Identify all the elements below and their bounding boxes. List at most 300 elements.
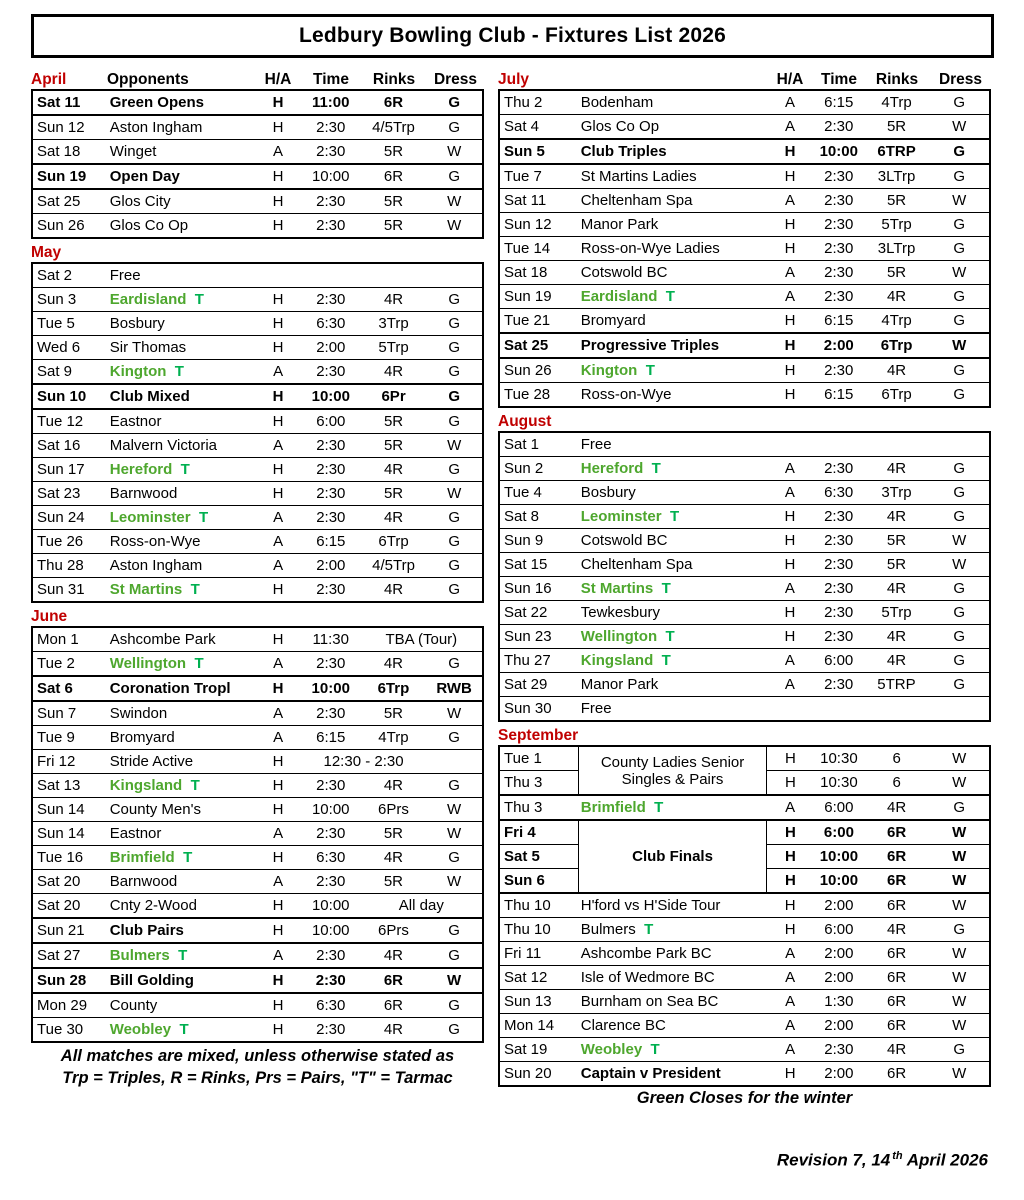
- rinks-cell: 4Trp: [864, 309, 930, 334]
- time-cell: [814, 697, 864, 722]
- dress-cell: W: [929, 746, 990, 771]
- rinks-cell: 5R: [864, 553, 930, 577]
- home-away-cell: A: [766, 577, 814, 601]
- dress-cell: G: [426, 384, 483, 409]
- month-label: September: [498, 727, 579, 744]
- date-cell: Sat 12: [499, 966, 579, 990]
- time-cell: 10:00: [814, 869, 864, 894]
- opponent-name: Green Opens: [109, 94, 204, 111]
- dress-cell: G: [929, 285, 990, 309]
- dress-cell: W: [426, 214, 483, 239]
- revision-suffix: April 2026: [902, 1150, 988, 1170]
- fixture-row: [32, 164, 483, 189]
- time-cell: 10:30: [814, 746, 864, 771]
- dress-cell: [426, 263, 483, 288]
- date-cell: Tue 12: [32, 409, 108, 434]
- tarmac-flag: T: [669, 508, 680, 525]
- dress-cell: G: [426, 918, 483, 943]
- home-away-cell: H: [255, 774, 301, 798]
- home-away-cell: A: [766, 1038, 814, 1062]
- home-away-cell: A: [766, 1014, 814, 1038]
- rinks-cell: 5R: [361, 870, 427, 894]
- date-cell: Sun 6: [499, 869, 579, 894]
- time-cell: 2:30: [814, 601, 864, 625]
- home-away-cell: [766, 697, 814, 722]
- time-cell: 10:00: [301, 676, 361, 701]
- dress-cell: W: [426, 822, 483, 846]
- opponent-name: Bromyard: [109, 729, 175, 746]
- date-cell: Fri 4: [499, 820, 579, 845]
- dress-cell: W: [929, 189, 990, 213]
- time-cell: 2:30: [814, 237, 864, 261]
- fixture-row: [499, 189, 990, 213]
- time-cell: 2:00: [301, 336, 361, 360]
- home-away-cell: H: [766, 164, 814, 189]
- dress-cell: W: [426, 189, 483, 214]
- fixture-row: [32, 627, 483, 652]
- time-cell: 2:30: [814, 261, 864, 285]
- opponent-name: Sir Thomas: [109, 339, 187, 356]
- opponent-name: Free: [580, 700, 612, 717]
- date-cell: Sun 5: [499, 139, 579, 164]
- time-cell: 11:00: [301, 90, 361, 115]
- dress-cell: W: [426, 968, 483, 993]
- opponent-cell: [579, 918, 767, 942]
- time-cell: 2:30: [814, 577, 864, 601]
- home-away-cell: A: [766, 457, 814, 481]
- dress-cell: G: [426, 943, 483, 968]
- date-cell: Tue 9: [32, 726, 108, 750]
- time-cell: 2:30: [814, 358, 864, 383]
- home-away-cell: H: [255, 115, 301, 140]
- rinks-cell: 4/5Trp: [361, 554, 427, 578]
- home-away-cell: A: [766, 990, 814, 1014]
- opponent-cell: [108, 627, 256, 652]
- month-header-row: [31, 603, 484, 626]
- opponent-cell: [108, 530, 256, 554]
- rinks-cell: 5R: [361, 140, 427, 165]
- dress-cell: W: [929, 1062, 990, 1087]
- opponent-name: Aston Ingham: [109, 119, 203, 136]
- home-away-cell: A: [255, 943, 301, 968]
- opponent-cell: [108, 701, 256, 726]
- time-cell: 2:30: [301, 822, 361, 846]
- date-cell: Thu 2: [499, 90, 579, 115]
- home-away-cell: A: [255, 434, 301, 458]
- opponent-name: Kington: [580, 362, 638, 379]
- home-away-cell: H: [255, 676, 301, 701]
- tarmac-flag: T: [178, 947, 188, 964]
- opponent-cell: [579, 164, 766, 189]
- date-cell: Tue 30: [32, 1018, 108, 1043]
- rinks-cell: 6Trp: [864, 333, 930, 358]
- home-away-cell: H: [766, 553, 814, 577]
- fixture-row: [499, 1038, 990, 1062]
- fixture-row: [499, 649, 990, 673]
- home-away-cell: H: [766, 505, 814, 529]
- fixture-row: [32, 676, 483, 701]
- date-cell: Sat 13: [32, 774, 108, 798]
- date-cell: Sat 16: [32, 434, 108, 458]
- date-cell: Sun 30: [499, 697, 579, 722]
- date-cell: Sat 11: [499, 189, 579, 213]
- opponent-cell: [579, 746, 767, 795]
- home-away-cell: H: [766, 529, 814, 553]
- home-away-cell: A: [766, 942, 814, 966]
- home-away-cell: H: [255, 894, 301, 919]
- home-away-cell: H: [255, 968, 301, 993]
- time-cell: 6:15: [814, 383, 864, 408]
- fixture-row: [32, 701, 483, 726]
- fixture-row: [499, 505, 990, 529]
- rinks-cell: 6R: [864, 893, 930, 918]
- fixture-row: [499, 213, 990, 237]
- opponent-cell: [108, 943, 256, 968]
- fixture-row: [499, 164, 990, 189]
- time-cell: 2:30: [301, 115, 361, 140]
- opponent-cell: [108, 750, 256, 774]
- opponent-cell: [579, 577, 766, 601]
- fixture-row: [499, 990, 990, 1014]
- column-right: [498, 66, 991, 1108]
- month-header-row: [498, 722, 991, 745]
- rinks-cell: 5Trp: [361, 336, 427, 360]
- fixture-row: [499, 625, 990, 649]
- time-cell: [814, 432, 864, 457]
- opponent-name: Brimfield: [109, 849, 175, 866]
- dress-cell: W: [426, 870, 483, 894]
- dress-cell: G: [929, 90, 990, 115]
- opponent-cell: [579, 820, 767, 893]
- date-cell: Sun 24: [32, 506, 108, 530]
- fixture-row: [499, 673, 990, 697]
- date-cell: Thu 27: [499, 649, 579, 673]
- opponent-name: Leominster: [580, 508, 662, 525]
- time-cell: 2:30: [301, 189, 361, 214]
- opponent-name: H'ford vs H'Side Tour: [580, 897, 721, 914]
- fixture-row: [499, 457, 990, 481]
- date-cell: Tue 7: [499, 164, 579, 189]
- opponent-name: Glos Co Op: [580, 118, 660, 135]
- fixture-row: [499, 820, 990, 845]
- time-cell: 10:00: [301, 798, 361, 822]
- time-cell: 2:30: [301, 578, 361, 603]
- dress-cell: G: [929, 577, 990, 601]
- date-cell: Sat 25: [32, 189, 108, 214]
- time-cell: 2:30: [301, 458, 361, 482]
- time-cell: 6:00: [814, 795, 864, 820]
- tarmac-flag: T: [665, 288, 675, 305]
- time-cell: 2:00: [301, 554, 361, 578]
- tarmac-flag: T: [665, 628, 675, 645]
- opponent-cell: [579, 237, 766, 261]
- opponent-name: Eardisland: [109, 291, 187, 308]
- fixture-row: [32, 993, 483, 1018]
- time-cell: 6:30: [814, 481, 864, 505]
- time-cell: 2:30: [301, 870, 361, 894]
- dress-cell: G: [426, 726, 483, 750]
- dress-cell: W: [929, 966, 990, 990]
- opponent-name: Kington: [109, 363, 167, 380]
- fixture-row: [499, 481, 990, 505]
- opponent-cell: [579, 139, 766, 164]
- opponent-name: Hereford: [580, 460, 644, 477]
- time-cell: 2:00: [814, 893, 864, 918]
- tarmac-flag: T: [651, 460, 661, 477]
- date-cell: Sun 19: [32, 164, 108, 189]
- opponent-name: Bromyard: [580, 312, 646, 329]
- opponent-name: Leominster: [109, 509, 191, 526]
- date-cell: Sat 15: [499, 553, 579, 577]
- fixture-row: [32, 798, 483, 822]
- rinks-cell: 6Prs: [361, 798, 427, 822]
- rinks-cell: 4R: [361, 774, 427, 798]
- fixture-row: [499, 333, 990, 358]
- dress-cell: G: [426, 115, 483, 140]
- dress-cell: RWB: [426, 676, 483, 701]
- opponent-name: Free: [580, 436, 612, 453]
- opponent-cell: [579, 649, 766, 673]
- time-cell: 2:30: [814, 505, 864, 529]
- fixture-row: [32, 482, 483, 506]
- tarmac-flag: T: [190, 581, 200, 598]
- fixture-row: [499, 237, 990, 261]
- opponent-name: Bulmers: [109, 947, 170, 964]
- date-cell: Sat 18: [32, 140, 108, 165]
- opponent-name: Bulmers: [580, 921, 636, 938]
- date-cell: Sun 26: [499, 358, 579, 383]
- home-away-cell: [255, 263, 301, 288]
- opponent-name: Club Pairs: [109, 922, 184, 939]
- home-away-cell: H: [766, 237, 814, 261]
- fixture-row: [499, 90, 990, 115]
- home-away-cell: H: [766, 1062, 814, 1087]
- dress-cell: W: [929, 771, 990, 796]
- tarmac-flag: T: [650, 1041, 660, 1058]
- opponent-name: Ross-on-Wye Ladies: [580, 240, 720, 257]
- rinks-cell: 4R: [361, 360, 427, 385]
- opponent-name: County Men's: [109, 801, 201, 818]
- opponent-cell: [579, 261, 766, 285]
- fixture-row: [32, 90, 483, 115]
- opponent-cell: [108, 434, 256, 458]
- date-cell: Fri 11: [499, 942, 579, 966]
- fixture-row: [32, 288, 483, 312]
- date-cell: Sun 12: [499, 213, 579, 237]
- fixture-row: [32, 652, 483, 677]
- fixtures-table-april: [31, 89, 484, 239]
- time-cell: 2:30: [301, 701, 361, 726]
- opponent-cell: [579, 457, 766, 481]
- month-label: August: [498, 413, 552, 430]
- tarmac-flag: T: [645, 362, 655, 379]
- time-cell: 1:30: [814, 990, 864, 1014]
- opponent-cell: [108, 288, 256, 312]
- dress-cell: G: [929, 481, 990, 505]
- fixture-row: [499, 115, 990, 140]
- opponent-name: Kingsland: [580, 652, 654, 669]
- date-cell: Sun 2: [499, 457, 579, 481]
- opponent-name: Ashcombe Park: [109, 631, 216, 648]
- opponent-name: Malvern Victoria: [109, 437, 218, 454]
- rinks-cell: 4R: [864, 795, 930, 820]
- column-header: Dress: [433, 71, 478, 88]
- date-cell: Tue 4: [499, 481, 579, 505]
- time-cell: 2:00: [814, 333, 864, 358]
- rinks-cell: 5R: [864, 261, 930, 285]
- rinks-cell: 6R: [864, 1014, 930, 1038]
- date-cell: Sat 2: [32, 263, 108, 288]
- dress-cell: W: [929, 1014, 990, 1038]
- date-cell: Mon 1: [32, 627, 108, 652]
- opponent-name: Open Day: [109, 168, 180, 185]
- time-cell: 2:30: [814, 189, 864, 213]
- opponent-cell: [108, 312, 256, 336]
- opponent-name: Hereford: [109, 461, 173, 478]
- home-away-cell: H: [766, 358, 814, 383]
- time-cell: 6:15: [301, 530, 361, 554]
- date-cell: Sat 20: [32, 894, 108, 919]
- date-cell: Tue 2: [32, 652, 108, 677]
- rinks-cell: 6R: [864, 966, 930, 990]
- dress-cell: G: [929, 625, 990, 649]
- dress-cell: W: [929, 869, 990, 894]
- fixture-row: [32, 214, 483, 239]
- fixture-row: [32, 968, 483, 993]
- opponent-name: Singles & Pairs: [621, 770, 724, 788]
- date-cell: Tue 5: [32, 312, 108, 336]
- opponent-name: Club Finals: [632, 848, 713, 865]
- rinks-cell: 5R: [864, 529, 930, 553]
- left-footnote: [31, 1046, 484, 1090]
- rinks-cell: 6R: [864, 845, 930, 869]
- date-cell: Tue 26: [32, 530, 108, 554]
- rinks-cell: 6: [864, 771, 930, 796]
- time-cell: 6:00: [814, 820, 864, 845]
- rinks-cell: 6R: [361, 164, 427, 189]
- opponent-name: St Martins Ladies: [580, 168, 697, 185]
- home-away-cell: H: [255, 189, 301, 214]
- tarmac-flag: T: [174, 363, 184, 380]
- date-cell: Sat 5: [499, 845, 579, 869]
- opponent-name: Barnwood: [109, 873, 178, 890]
- fixture-row: [32, 918, 483, 943]
- dress-cell: G: [426, 312, 483, 336]
- rinks-cell: 4R: [361, 943, 427, 968]
- date-cell: Sat 25: [499, 333, 579, 358]
- opponent-cell: [108, 360, 256, 385]
- time-cell: 2:30: [301, 943, 361, 968]
- opponent-cell: [108, 506, 256, 530]
- time-cell: 2:30: [814, 457, 864, 481]
- dress-cell: G: [929, 309, 990, 334]
- rinks-cell: 6R: [361, 993, 427, 1018]
- fixture-row: [32, 458, 483, 482]
- home-away-cell: H: [766, 601, 814, 625]
- fixture-row: [499, 285, 990, 309]
- dress-cell: G: [426, 1018, 483, 1043]
- opponent-name: Progressive Triples: [580, 337, 720, 354]
- dress-cell: W: [426, 140, 483, 165]
- column-header: H/A: [264, 71, 292, 88]
- fixture-row: [32, 115, 483, 140]
- fixture-row: [32, 894, 483, 919]
- time-cell: 2:30: [301, 140, 361, 165]
- opponent-name: Weobley: [109, 1021, 172, 1038]
- rinks-cell: 5TRP: [864, 673, 930, 697]
- opponent-name: Eardisland: [580, 288, 658, 305]
- home-away-cell: H: [255, 90, 301, 115]
- opponent-cell: [108, 164, 255, 189]
- time-cell: 2:00: [814, 1014, 864, 1038]
- home-away-cell: A: [255, 870, 301, 894]
- time-cell: 10:00: [814, 845, 864, 869]
- dress-cell: G: [929, 505, 990, 529]
- rinks-cell: All day: [361, 894, 483, 919]
- time-cell: 6:00: [814, 918, 864, 942]
- dress-cell: G: [426, 336, 483, 360]
- month-header-row: [498, 66, 991, 89]
- tarmac-flag: T: [183, 849, 193, 866]
- fixtures-table-july: [498, 89, 991, 408]
- opponent-cell: [579, 673, 766, 697]
- date-cell: Sun 31: [32, 578, 108, 603]
- tarmac-flag: T: [179, 1021, 189, 1038]
- page-title: Ledbury Bowling Club - Fixtures List 2026: [31, 14, 994, 58]
- date-cell: Fri 12: [32, 750, 108, 774]
- rinks-cell: [864, 432, 930, 457]
- date-cell: Sat 18: [499, 261, 579, 285]
- opponent-cell: [108, 822, 256, 846]
- time-cell: 2:00: [814, 942, 864, 966]
- date-cell: Sun 10: [32, 384, 108, 409]
- rinks-cell: 4R: [361, 846, 427, 870]
- opponent-cell: [108, 918, 256, 943]
- rinks-cell: 6R: [864, 1062, 930, 1087]
- home-away-cell: H: [255, 846, 301, 870]
- time-cell: 2:30: [814, 673, 864, 697]
- tarmac-flag: T: [194, 655, 204, 672]
- rinks-cell: 6R: [864, 990, 930, 1014]
- opponent-name: Barnwood: [109, 485, 178, 502]
- date-cell: Mon 29: [32, 993, 108, 1018]
- time-cell: 2:30: [814, 213, 864, 237]
- dress-cell: W: [929, 942, 990, 966]
- rinks-cell: 3Trp: [361, 312, 427, 336]
- date-cell: Mon 14: [499, 1014, 579, 1038]
- opponent-name: Wellington: [580, 628, 658, 645]
- fixture-row: [32, 750, 483, 774]
- rinks-cell: 4R: [361, 506, 427, 530]
- opponent-name: St Martins: [109, 581, 183, 598]
- opponent-cell: [108, 968, 256, 993]
- opponent-name: Aston Ingham: [109, 557, 203, 574]
- dress-cell: G: [929, 601, 990, 625]
- home-away-cell: A: [766, 673, 814, 697]
- rinks-cell: 6Trp: [864, 383, 930, 408]
- opponent-cell: [108, 214, 255, 239]
- opponent-name: Winget: [109, 143, 157, 160]
- opponent-name: Bill Golding: [109, 972, 194, 989]
- fixture-row: [499, 139, 990, 164]
- time-cell: 2:30: [814, 553, 864, 577]
- dress-cell: W: [929, 553, 990, 577]
- home-away-cell: A: [255, 554, 301, 578]
- date-cell: Tue 1: [499, 746, 579, 771]
- rinks-cell: 6Trp: [361, 676, 427, 701]
- opponent-cell: [108, 578, 256, 603]
- dress-cell: G: [929, 918, 990, 942]
